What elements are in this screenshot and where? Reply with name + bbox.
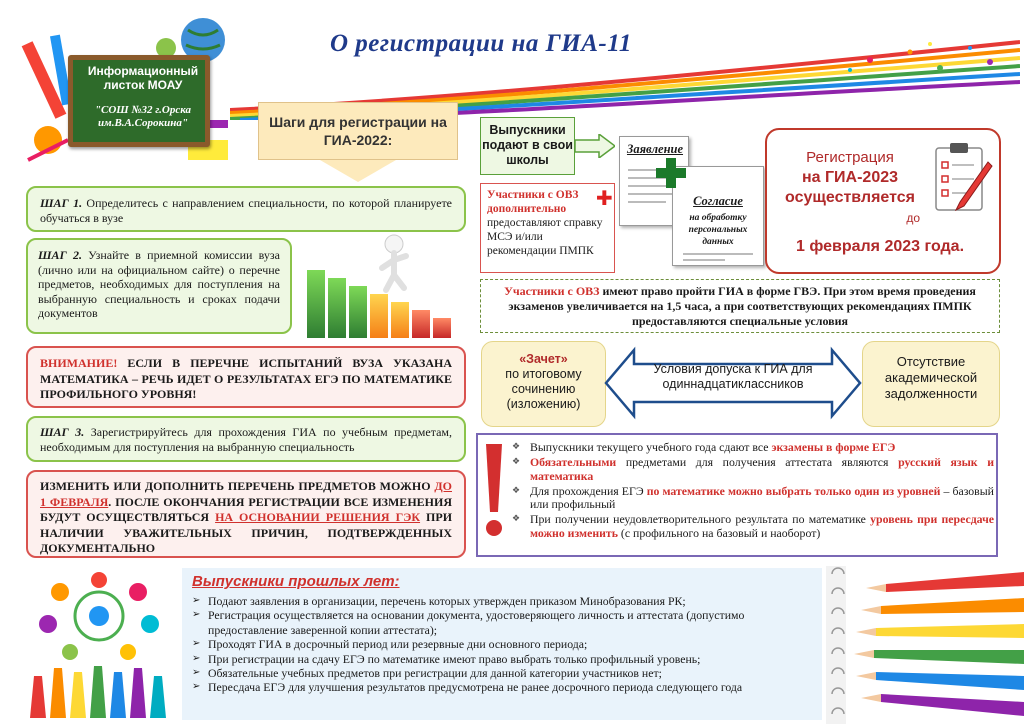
past-graduates-item: ➢ Обязательные учебных предметов при регистрации для данной категории участников нет; xyxy=(192,666,812,680)
ovz-lead: Участники с ОВЗ дополнительно xyxy=(487,189,579,215)
ovz-note-text: имеют право пройти ГИА в форме ГВЭ. При этом время проведения экзаменов увеличивается на 1,5 часа, а при соответствующих рекомендациях ПМПК предоставляются специальные условия xyxy=(508,284,976,328)
requirement-item: ❖ При получении неудовлетворительного результата по математике уровень при пересдаче можно изменить (с профильного на базовый и наоборот) xyxy=(512,513,994,540)
past-graduates-list xyxy=(192,594,812,695)
past-graduates-item: ➢ Пересдача ЕГЭ для улучшения результатов предусмотрена не ранее досрочного периода следующего года xyxy=(192,680,812,694)
requirement-item: ❖ Для прохождения ЕГЭ по математике можно выбрать только один из уровней – базовый или профильный xyxy=(512,485,994,512)
ovz-gve-note xyxy=(480,279,1000,333)
requirement-item: ❖ Обязательными предметами для получения аттестата являются русский язык и математика xyxy=(512,456,994,483)
steps-header: Шаги для регистрации на ГИА-2022: xyxy=(258,102,458,160)
arrow-right-icon xyxy=(575,134,615,158)
step-1-box xyxy=(26,186,466,232)
warning-lead: ВНИМАНИЕ! xyxy=(40,356,118,370)
registration-line-1: Регистрация xyxy=(806,149,894,166)
board-school-name: "СОШ №32 г.Орска им.В.А.Сорокина" xyxy=(94,104,192,129)
requirements-list xyxy=(512,441,994,542)
plus-icon xyxy=(656,158,686,188)
ovz-text: предоставляют справку МСЭ и/или рекомендации ПМПК xyxy=(487,217,603,257)
board-title: Информационный листок МОАУ xyxy=(87,64,199,92)
past-graduates-item: ➢ Проходят ГИА в досрочный период или резервные дни основного периода; xyxy=(192,637,812,651)
step-1-text: Определитесь с направлением специальности, по которой планируете обучаться в вузе xyxy=(40,196,453,225)
math-warning-box xyxy=(26,346,466,408)
step-3-label: ШАГ 3. xyxy=(40,425,85,439)
consent-sublabel: на обработку персональных данных xyxy=(688,213,748,247)
registration-line-3: осуществляется xyxy=(785,189,915,206)
step-3-box xyxy=(26,416,466,462)
step-2-text: Узнайте в приемной комиссии вуза (лично или на официальном сайте) о перечне предметов, необходимых для поступления на выбранную специальность и сроках подачи документов xyxy=(38,248,280,320)
change-basis: НА ОСНОВАНИИ РЕШЕНИЯ ГЭК xyxy=(215,510,421,524)
application-label: Заявление xyxy=(626,142,684,156)
steps-arrow-icon xyxy=(320,160,396,182)
registration-date: 1 февраля 2023 года. xyxy=(795,238,965,255)
colored-pencils-illustration xyxy=(826,566,1024,724)
document-lines xyxy=(683,253,753,261)
exclamation-icon xyxy=(482,440,506,540)
registration-text xyxy=(770,148,930,228)
registration-line-2: на ГИА-2023 xyxy=(801,169,899,186)
past-graduates-item: ➢ При регистрации на сдачу ЕГЭ по математике имеют право выбрать только профильный уровень; xyxy=(192,652,812,666)
change-deadline: ДО 1 ФЕВРАЛЯ xyxy=(40,479,452,509)
staircase-growth-icon xyxy=(302,230,462,340)
change-subjects-box xyxy=(26,470,466,558)
no-debt-box: Отсутствие академической задолженности xyxy=(862,341,1000,427)
essay-credit-box xyxy=(481,341,606,427)
essay-credit-lead: «Зачет» xyxy=(519,352,568,366)
page-title: О регистрации на ГИА-11 xyxy=(330,30,632,57)
essay-credit-text: по итоговому сочинению (изложению) xyxy=(505,367,582,411)
graduates-box: Выпускники подают в свои школы xyxy=(480,117,575,175)
step-1-label: ШАГ 1. xyxy=(40,196,83,210)
education-hands-illustration xyxy=(20,568,178,718)
registration-line-4: до xyxy=(906,211,920,225)
past-graduates-item: ➢ Подают заявления в организации, перечень которых утвержден приказом Минобразования РК; xyxy=(192,594,812,608)
ovz-note-lead: Участники с ОВЗ xyxy=(504,284,600,298)
change-part-2: . ПОСЛЕ ОКОНЧАНИЯ РЕГИСТРАЦИИ ВСЕ ИЗМЕНЕНИЯ БУДУТ ОСУЩЕСТВЛЯТЬСЯ xyxy=(40,494,452,524)
ovz-participants-box xyxy=(480,183,615,273)
change-part-3: ПРИ НАЛИЧИИ УВАЖИТЕЛЬНЫХ ПРИЧИН, ПОДТВЕРЖДЕННЫХ ДОКУМЕНТАЛЬНО xyxy=(40,510,453,555)
consent-label: Согласие xyxy=(693,194,743,208)
medical-cross-icon: ✚ xyxy=(596,186,613,210)
past-graduates-title: Выпускники прошлых лет: xyxy=(192,573,400,590)
admission-conditions-text: Условия допуска к ГИА для одиннадцатиклассников xyxy=(653,362,813,391)
past-graduates-item: ➢ Регистрация осуществляется на основании документа, удостоверяющего личность и аттестата (допустимо предоставление заверенной копии аттестата); xyxy=(192,608,812,637)
change-part-1: ИЗМЕНИТЬ ИЛИ ДОПОЛНИТЬ ПЕРЕЧЕНЬ ПРЕДМЕТОВ МОЖНО xyxy=(40,479,431,493)
step-3-text: Зарегистрируйтесь для прохождения ГИА по учебным предметам, необходимым для поступления на выбранную специальность xyxy=(40,425,453,454)
step-2-label: ШАГ 2. xyxy=(38,248,82,262)
step-2-box xyxy=(26,238,292,334)
requirement-item: ❖ Выпускники текущего учебного года сдают все экзамены в форме ЕГЭ xyxy=(512,441,994,455)
checklist-pencil-icon xyxy=(930,140,994,220)
warning-text: ЕСЛИ В ПЕРЕЧНЕ ИСПЫТАНИЙ ВУЗА УКАЗАНА МАТЕМАТИКА – РЕЧЬ ИДЕТ О РЕЗУЛЬТАТАХ ЕГЭ ПО МАТЕМАТИКЕ ПРОФИЛЬНОГО УРОВНЯ! xyxy=(40,356,452,401)
